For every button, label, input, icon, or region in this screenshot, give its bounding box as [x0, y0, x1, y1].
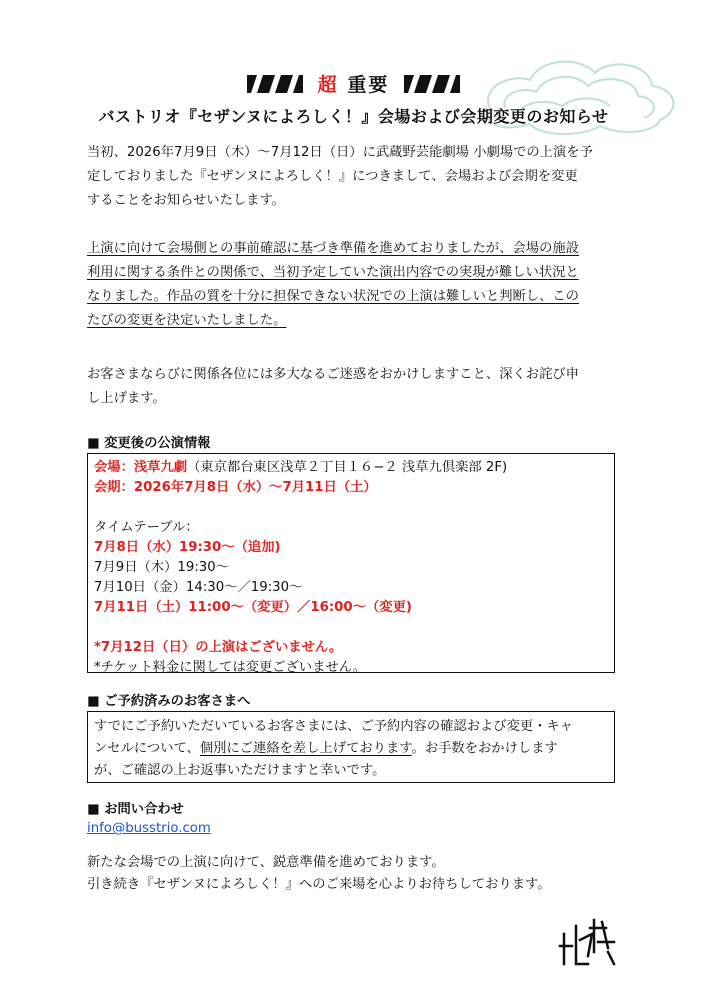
- intro-line: 当初、2026年7月9日（木）〜7月12日（日）に武蔵野芸能劇場 小劇場での上演を予: [87, 145, 593, 160]
- busstrio-logo: [558, 912, 618, 972]
- venue-address: （東京都台東区浅草２丁目１６−２ 浅草九倶楽部 2F): [187, 460, 508, 475]
- closing-paragraph: [87, 852, 627, 896]
- timetable-row: 7月10日（金）14:30〜／19:30〜: [94, 580, 303, 595]
- timetable-row: 7月8日（水）19:30〜（追加): [94, 540, 281, 555]
- reserved-emphasis: 個別にご連絡を差し上げております: [199, 741, 412, 756]
- venue-label: 会場：浅草九劇: [94, 460, 188, 475]
- timetable-row: 7月9日（木）19:30〜: [94, 560, 230, 575]
- timetable-label: タイムテーブル：: [94, 520, 199, 535]
- reason-line: 利用に関する条件との関係で、当初予定していた演出内容での実現が難しい状況と: [87, 265, 579, 280]
- intro-paragraph: [87, 141, 627, 213]
- reserved-text: 。お手数をおかけします: [411, 741, 558, 756]
- apology-line: お客さまならびに関係各位には多大なるご迷惑をおかけしますこと、深くお詫び申: [87, 367, 579, 382]
- super-important-label: [318, 70, 390, 97]
- reason-paragraph: [87, 237, 627, 333]
- important-text: 重要: [347, 74, 390, 96]
- section-heading-performance-info: ■ 変更後の公演情報: [87, 436, 211, 451]
- reserved-line: が、ご確認の上お返事いただけますと幸いです。: [94, 763, 386, 778]
- importance-banner: [0, 70, 707, 97]
- reserved-info-box: [87, 711, 615, 783]
- cancel-note: *7月12日（日）の上演はございません。: [94, 640, 343, 655]
- reason-line: たびの変更を決定いたしました。: [87, 313, 287, 328]
- timetable-row: 7月11日（土）11:00〜（変更）／16:00〜（変更): [94, 600, 412, 615]
- reserved-line: [94, 738, 608, 760]
- closing-line: 新たな会場での上演に向けて、鋭意準備を進めております。: [87, 855, 445, 870]
- ticket-note: *チケット料金に関しては変更ございません。: [94, 660, 367, 675]
- period-line: 会期：2026年7月8日（水）〜7月11日（土）: [94, 480, 377, 495]
- super-char: 超: [317, 74, 339, 96]
- contact-email-link[interactable]: info@busstrio.com: [87, 821, 211, 836]
- closing-line: 引き続き『セザンヌによろしく！』へのご来場を心よりお待ちしております。: [87, 877, 551, 892]
- hazard-stripe-icon: [404, 75, 460, 93]
- apology-line: し上げます。: [87, 391, 166, 406]
- intro-line: することをお知らせいたします。: [87, 193, 285, 208]
- performance-info-box: [87, 453, 615, 673]
- hazard-stripe-icon: [247, 75, 303, 93]
- reserved-line: すでにご予約いただいているお客さまには、ご予約内容の確認および変更・キャ: [94, 719, 574, 734]
- apology-paragraph: [87, 363, 627, 411]
- page-title: バストリオ『セザンヌによろしく！』会場および会期変更のお知らせ: [98, 107, 609, 126]
- venue-line: [94, 458, 608, 478]
- intro-line: 定しておりました『セザンヌによろしく！』につきまして、会場および会期を変更: [87, 169, 578, 184]
- section-heading-contact: ■ お問い合わせ: [87, 802, 184, 817]
- reserved-text: ンセルについて、: [94, 741, 200, 756]
- reason-line: なりました。作品の質を十分に担保できない状況での上演は難しいと判断し、この: [87, 289, 579, 304]
- reason-line: 上演に向けて会場側との事前確認に基づき準備を進めておりましたが、会場の施設: [87, 241, 579, 256]
- section-heading-reserved: ■ ご予約済みのお客さまへ: [87, 694, 251, 709]
